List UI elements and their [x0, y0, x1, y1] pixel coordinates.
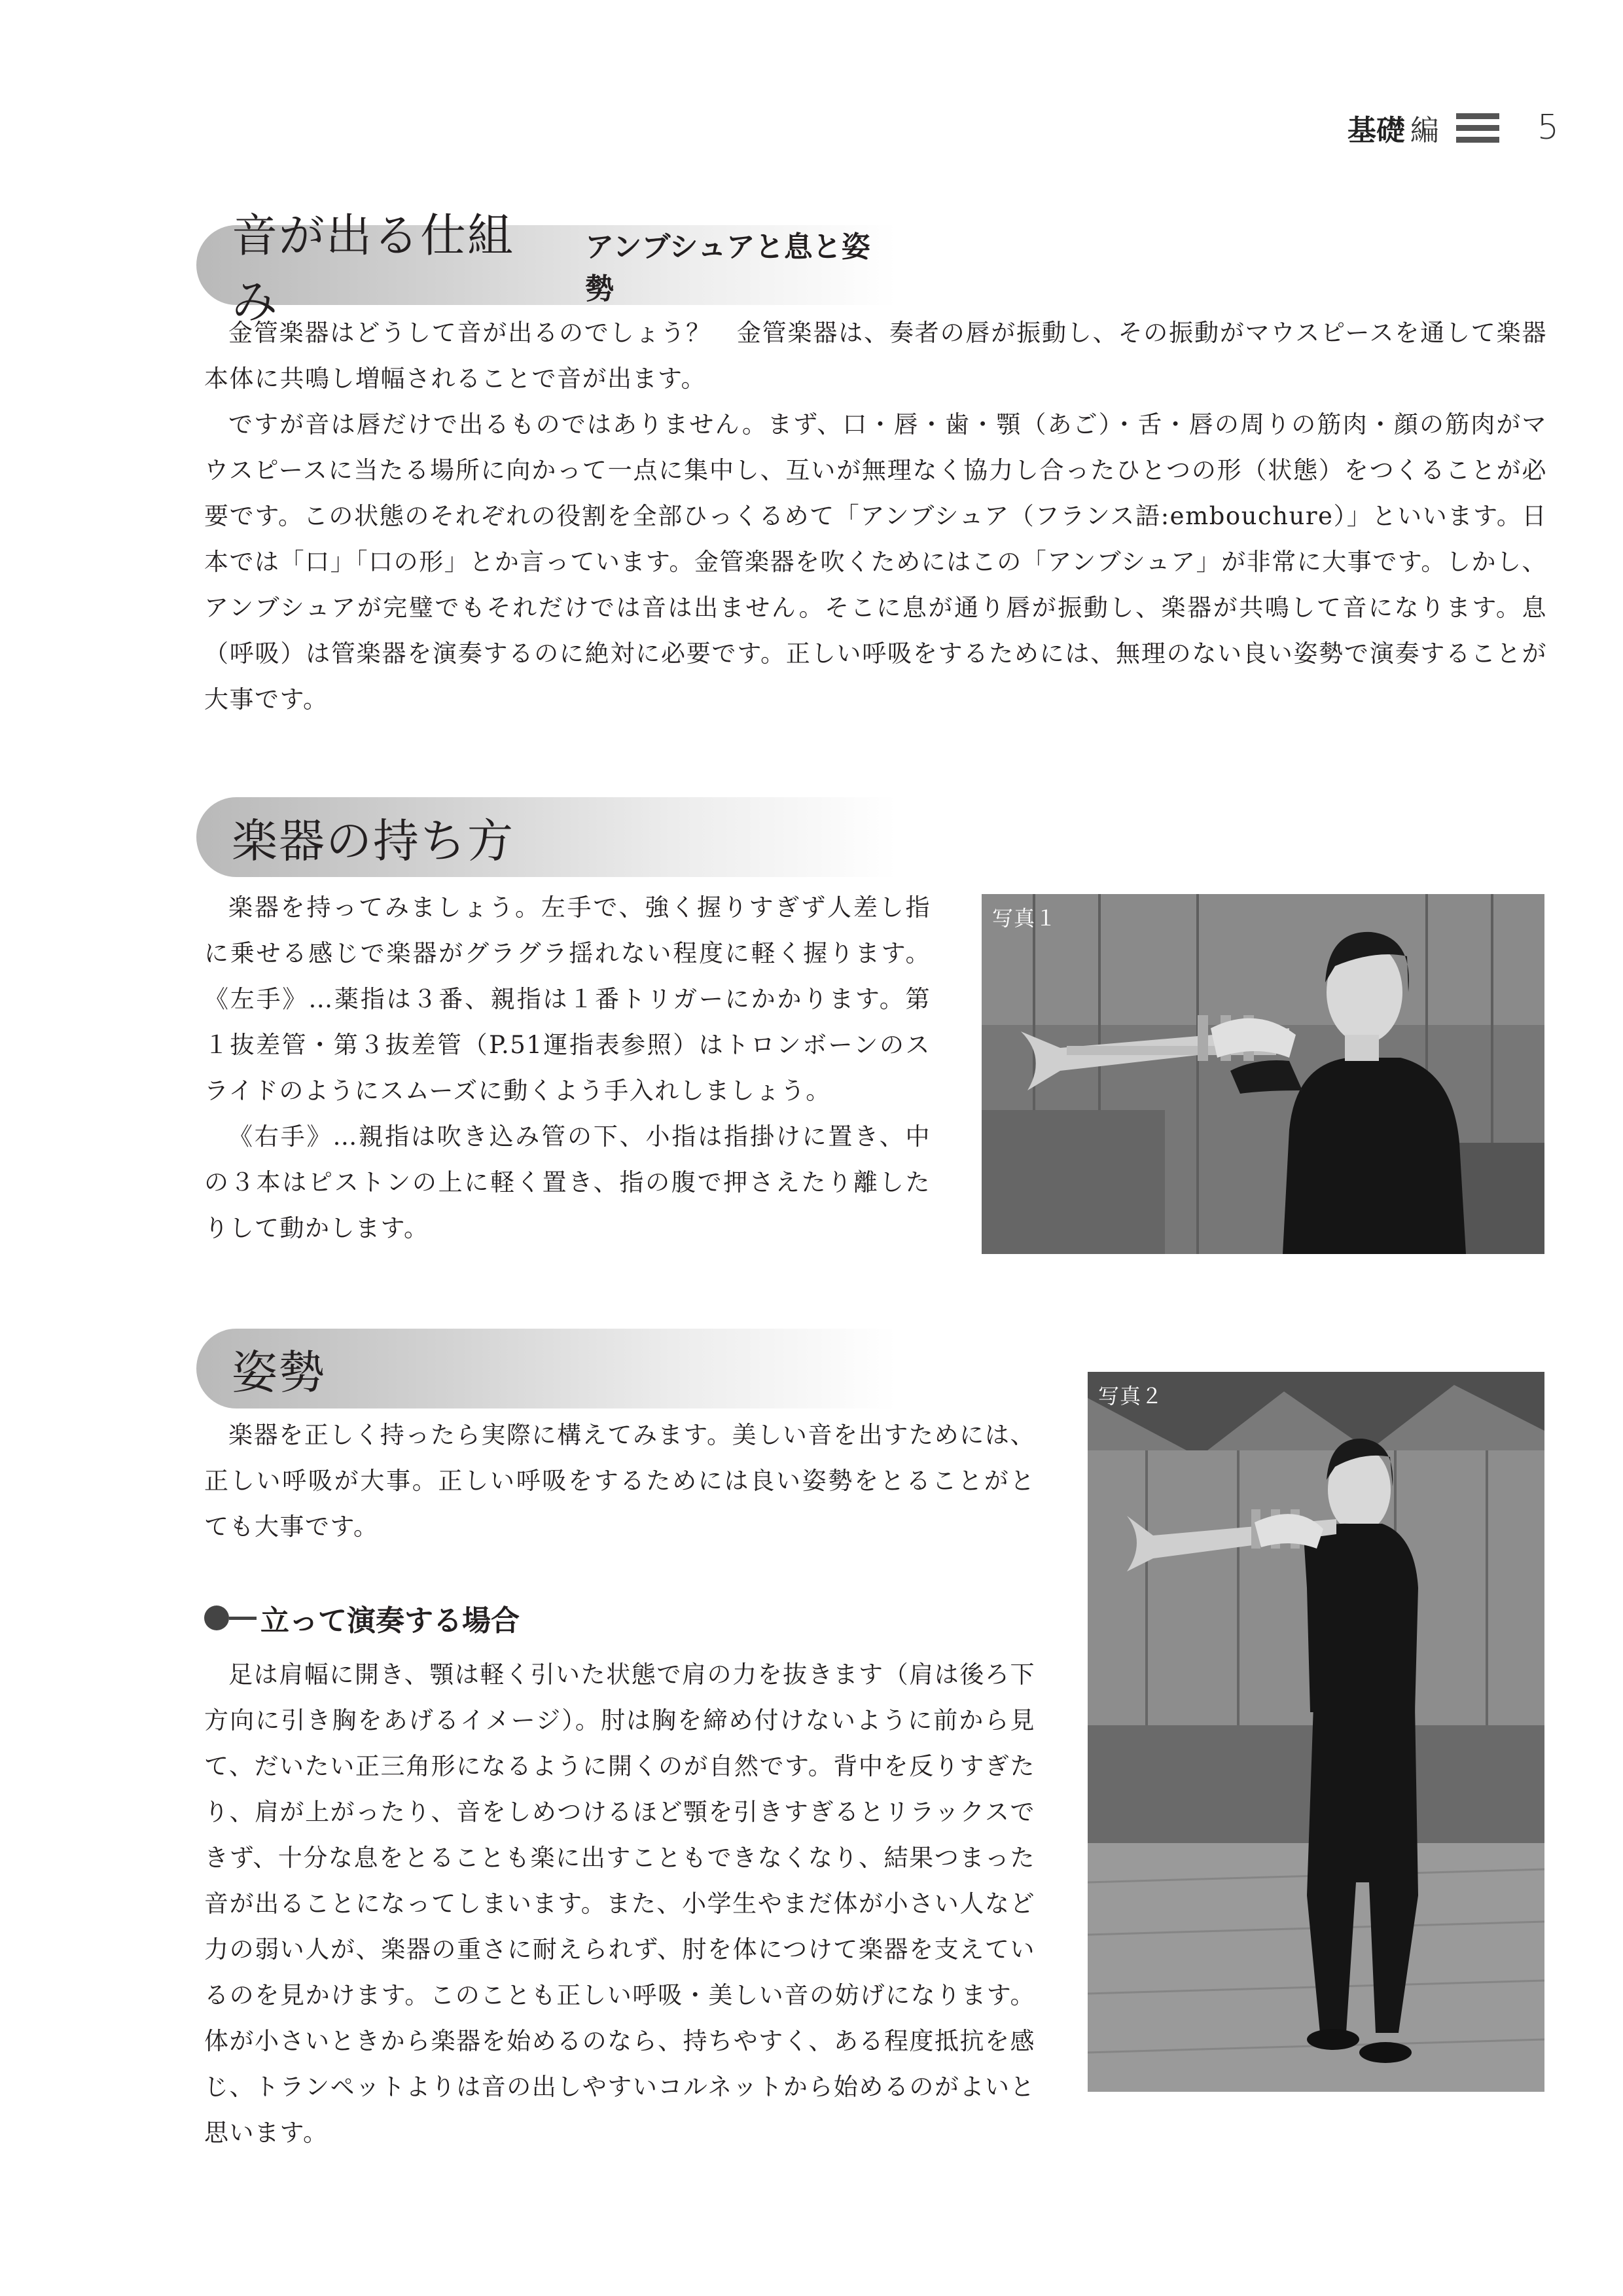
section-title: 楽器の持ち方 — [232, 814, 514, 868]
section-label-suffix: 編 — [1410, 114, 1439, 147]
paragraph: 金管楽器はどうして音が出るのでしょう？ 金管楽器は、奏者の唇が振動し、その振動がマウスピースを通して楽器本体に共鳴し増幅されることで音が出ます。 — [204, 319, 1547, 393]
bullet-dot-icon — [204, 1605, 229, 1630]
section-banner-mechanism — [196, 209, 897, 329]
section3-sub-body — [204, 1652, 1035, 2156]
running-header — [1347, 105, 1559, 151]
section-title: 姿勢 — [232, 1345, 326, 1399]
page-number: 5 — [1537, 108, 1559, 147]
subheading-text: 立って演奏する場合 — [260, 1604, 520, 1638]
paragraph: 《右手》…親指は吹き込み管の下、小指は指掛けに置き、中の３本はピストンの上に軽く置き、指の腹で押さえたり離したりして動かします。 — [204, 1122, 931, 1242]
paragraph: 楽器を正しく持ったら実際に構えてみます。美しい音を出すためには、正しい呼吸が大事。正しい呼吸をするためには良い姿勢をとることがとても大事です。 — [204, 1421, 1035, 1541]
section-subtitle: アンブシュアと息と姿勢 — [585, 230, 870, 306]
section1-body — [204, 310, 1547, 723]
section-label: 基礎 — [1347, 114, 1405, 147]
trumpet-player-photo-1 — [982, 894, 1544, 1254]
section3-body — [204, 1412, 1035, 1550]
paragraph: 足は肩幅に開き、顎は軽く引いた状態で肩の力を抜きます（肩は後ろ下方向に引き胸をあげるイメージ）。肘は胸を締め付けないように前から見て、だいたい正三角形になるように開くのが自然です。背中を反りすぎたり、肩が上がったり、音をしめつけるほど顎を引きすぎるとリラックスできず、十分な息をとることも楽に出すこともできなくなり、結果つまった音が出ることになってしまいます。また、小学生やまだ体が小さい人など力の弱い人が、楽器の重さに耐えられず、肘を体につけて楽器を支えているのを見かけます。このことも正しい呼吸・美しい音の妨げになります。体が小さいときから楽器を始めるのなら、持ちやすく、ある程度抵抗を感じ、トランペットよりは音の出しやすいコルネットから始めるのがよいと思います。 — [204, 1660, 1035, 2147]
section-title: 音が出る仕組み — [232, 209, 514, 329]
subheading-standing — [204, 1597, 520, 1639]
section2-body — [204, 885, 931, 1251]
photo-2 — [1088, 1372, 1544, 2092]
paragraph: 楽器を持ってみましょう。左手で、強く握りすぎず人差し指に乗せる感じで楽器がグラグラ揺れない程度に軽く握ります。《左手》…薬指は３番、親指は１番トリガーにかかります。第１抜差管・第３抜差管（P.51運指表参照）はトロンボーンのスライドのようにスムーズに動くよう手入れしましょう。 — [204, 893, 931, 1105]
photo-1 — [982, 894, 1544, 1254]
photo-label: 写真２ — [1098, 1384, 1164, 1408]
paragraph: ですが音は唇だけで出るものではありません。まず、口・唇・歯・顎（あご）・舌・唇の周りの筋肉・顔の筋肉がマウスピースに当たる場所に向かって一点に集中し、互いが無理なく協力し合ったひとつの形（状態）をつくることが必要です。この状態のそれぞれの役割を全部ひっくるめて「アンブシュア（フランス語:embouchure）」といいます。日本では「口」「口の形」とか言っています。金管楽器を吹くためにはこの「アンブシュア」が非常に大事です。しかし、アンブシュアが完璧でもそれだけでは音は出ません。そこに息が通り唇が振動し、楽器が共鳴して音になります。息（呼吸）は管楽器を演奏するのに絶対に必要です。正しい呼吸をするためには、無理のない良い姿勢で演奏することが大事です。 — [204, 410, 1547, 713]
photo-label: 写真１ — [992, 906, 1058, 931]
header-bars-icon — [1456, 113, 1499, 143]
bullet-line-icon — [229, 1617, 257, 1620]
section-banner-holding — [196, 797, 897, 877]
section-banner-posture — [196, 1329, 897, 1408]
trumpet-player-photo-2 — [1088, 1372, 1544, 2092]
